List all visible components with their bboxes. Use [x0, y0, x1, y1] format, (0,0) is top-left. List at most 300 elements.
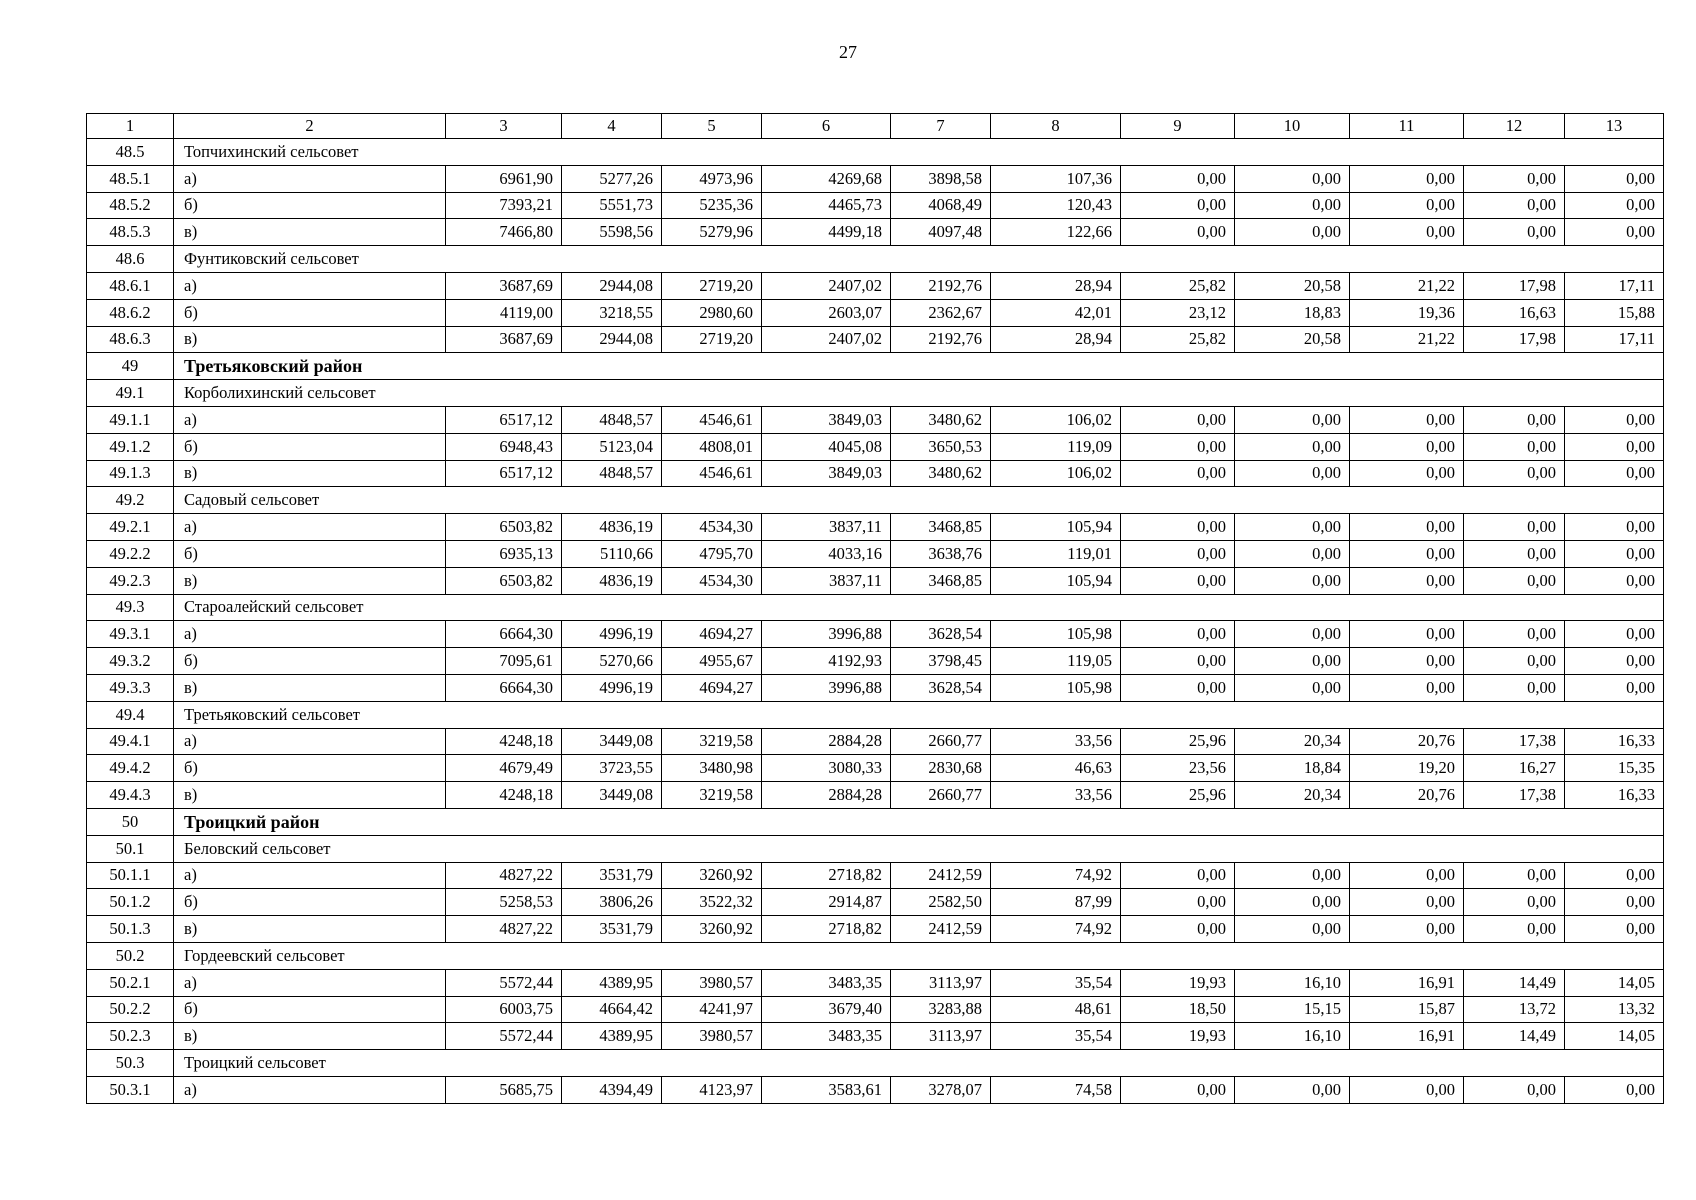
value-cell: 17,98 [1464, 326, 1565, 353]
row-number: 49 [87, 353, 174, 380]
value-cell: 0,00 [1565, 621, 1664, 648]
value-cell: 3898,58 [891, 165, 991, 192]
section-name: Садовый сельсовет [174, 487, 1664, 514]
value-cell: 4795,70 [662, 540, 762, 567]
table-row [87, 514, 1664, 541]
value-cell: 21,22 [1350, 326, 1464, 353]
value-cell: 16,10 [1235, 969, 1350, 996]
value-cell: 20,34 [1235, 782, 1350, 809]
value-cell: 0,00 [1121, 567, 1235, 594]
value-cell: 4192,93 [762, 648, 891, 675]
table-row [87, 299, 1664, 326]
value-cell: 5551,73 [562, 192, 662, 219]
row-label: а) [174, 621, 446, 648]
value-cell: 2407,02 [762, 272, 891, 299]
value-cell: 74,92 [991, 862, 1121, 889]
table-row [87, 782, 1664, 809]
table-row [87, 540, 1664, 567]
value-cell: 2362,67 [891, 299, 991, 326]
value-cell: 19,93 [1121, 1023, 1235, 1050]
value-cell: 2884,28 [762, 728, 891, 755]
table-row [87, 406, 1664, 433]
value-cell: 0,00 [1464, 1076, 1565, 1103]
value-cell: 14,49 [1464, 1023, 1565, 1050]
value-cell: 0,00 [1464, 460, 1565, 487]
value-cell: 46,63 [991, 755, 1121, 782]
value-cell: 3113,97 [891, 969, 991, 996]
value-cell: 0,00 [1235, 165, 1350, 192]
value-cell: 3687,69 [446, 272, 562, 299]
value-cell: 0,00 [1121, 514, 1235, 541]
value-cell: 0,00 [1464, 916, 1565, 943]
value-cell: 5685,75 [446, 1076, 562, 1103]
row-number: 50.1.2 [87, 889, 174, 916]
page-number: 27 [839, 42, 857, 62]
value-cell: 2412,59 [891, 916, 991, 943]
section-row [87, 1050, 1664, 1077]
row-label: б) [174, 889, 446, 916]
value-cell: 3806,26 [562, 889, 662, 916]
value-cell: 0,00 [1350, 460, 1464, 487]
value-cell: 6003,75 [446, 996, 562, 1023]
value-cell: 0,00 [1464, 540, 1565, 567]
data-table [86, 113, 1664, 1104]
value-cell: 3080,33 [762, 755, 891, 782]
value-cell: 0,00 [1464, 406, 1565, 433]
row-label: а) [174, 1076, 446, 1103]
section-row [87, 380, 1664, 407]
value-cell: 25,96 [1121, 782, 1235, 809]
value-cell: 0,00 [1565, 1076, 1664, 1103]
value-cell: 5270,66 [562, 648, 662, 675]
value-cell: 4389,95 [562, 969, 662, 996]
value-cell: 0,00 [1235, 192, 1350, 219]
value-cell: 0,00 [1350, 889, 1464, 916]
value-cell: 3980,57 [662, 969, 762, 996]
value-cell: 20,58 [1235, 326, 1350, 353]
table-row [87, 1076, 1664, 1103]
section-name: Топчихинский сельсовет [174, 139, 1664, 166]
value-cell: 0,00 [1235, 540, 1350, 567]
value-cell: 0,00 [1350, 514, 1464, 541]
row-number: 50.3.1 [87, 1076, 174, 1103]
row-label: в) [174, 782, 446, 809]
value-cell: 3980,57 [662, 1023, 762, 1050]
value-cell: 0,00 [1565, 540, 1664, 567]
value-cell: 6664,30 [446, 674, 562, 701]
value-cell: 3849,03 [762, 460, 891, 487]
value-cell: 3531,79 [562, 862, 662, 889]
value-cell: 0,00 [1565, 514, 1664, 541]
value-cell: 4694,27 [662, 674, 762, 701]
value-cell: 28,94 [991, 326, 1121, 353]
value-cell: 105,98 [991, 674, 1121, 701]
value-cell: 74,58 [991, 1076, 1121, 1103]
value-cell: 3996,88 [762, 621, 891, 648]
row-label: б) [174, 540, 446, 567]
value-cell: 17,11 [1565, 326, 1664, 353]
value-cell: 4664,42 [562, 996, 662, 1023]
row-number: 50.2 [87, 942, 174, 969]
row-label: б) [174, 996, 446, 1023]
row-label: б) [174, 192, 446, 219]
value-cell: 17,38 [1464, 782, 1565, 809]
value-cell: 3480,98 [662, 755, 762, 782]
value-cell: 0,00 [1121, 621, 1235, 648]
value-cell: 3449,08 [562, 728, 662, 755]
value-cell: 3837,11 [762, 514, 891, 541]
value-cell: 3260,92 [662, 916, 762, 943]
value-cell: 119,05 [991, 648, 1121, 675]
value-cell: 0,00 [1464, 621, 1565, 648]
value-cell: 2914,87 [762, 889, 891, 916]
row-label: а) [174, 406, 446, 433]
value-cell: 105,94 [991, 567, 1121, 594]
row-label: а) [174, 165, 446, 192]
value-cell: 2719,20 [662, 272, 762, 299]
header-cell: 1 [87, 114, 174, 139]
row-number: 49.3.1 [87, 621, 174, 648]
value-cell: 0,00 [1235, 567, 1350, 594]
value-cell: 0,00 [1565, 889, 1664, 916]
value-cell: 0,00 [1350, 621, 1464, 648]
district-name: Троицкий район [174, 808, 1664, 835]
value-cell: 3449,08 [562, 782, 662, 809]
row-number: 48.5.1 [87, 165, 174, 192]
value-cell: 0,00 [1235, 460, 1350, 487]
value-cell: 3218,55 [562, 299, 662, 326]
row-number: 49.4 [87, 701, 174, 728]
value-cell: 15,87 [1350, 996, 1464, 1023]
value-cell: 3480,62 [891, 460, 991, 487]
row-label: а) [174, 272, 446, 299]
value-cell: 15,15 [1235, 996, 1350, 1023]
value-cell: 7095,61 [446, 648, 562, 675]
value-cell: 33,56 [991, 728, 1121, 755]
value-cell: 2660,77 [891, 782, 991, 809]
value-cell: 3219,58 [662, 782, 762, 809]
value-cell: 0,00 [1565, 219, 1664, 246]
value-cell: 4546,61 [662, 460, 762, 487]
value-cell: 4097,48 [891, 219, 991, 246]
value-cell: 0,00 [1350, 433, 1464, 460]
value-cell: 6948,43 [446, 433, 562, 460]
row-label: а) [174, 514, 446, 541]
value-cell: 2830,68 [891, 755, 991, 782]
table-row [87, 916, 1664, 943]
value-cell: 3583,61 [762, 1076, 891, 1103]
section-name: Троицкий сельсовет [174, 1050, 1664, 1077]
value-cell: 18,83 [1235, 299, 1350, 326]
value-cell: 120,43 [991, 192, 1121, 219]
value-cell: 16,91 [1350, 1023, 1464, 1050]
row-label: в) [174, 219, 446, 246]
value-cell: 5258,53 [446, 889, 562, 916]
value-cell: 3480,62 [891, 406, 991, 433]
value-cell: 19,36 [1350, 299, 1464, 326]
value-cell: 6517,12 [446, 406, 562, 433]
value-cell: 4269,68 [762, 165, 891, 192]
row-number: 49.2.2 [87, 540, 174, 567]
section-row [87, 701, 1664, 728]
value-cell: 0,00 [1121, 165, 1235, 192]
value-cell: 3483,35 [762, 1023, 891, 1050]
value-cell: 2718,82 [762, 862, 891, 889]
district-row [87, 353, 1664, 380]
value-cell: 25,82 [1121, 272, 1235, 299]
value-cell: 0,00 [1464, 192, 1565, 219]
table-row [87, 1023, 1664, 1050]
value-cell: 15,35 [1565, 755, 1664, 782]
value-cell: 4694,27 [662, 621, 762, 648]
value-cell: 3679,40 [762, 996, 891, 1023]
value-cell: 0,00 [1121, 219, 1235, 246]
section-row [87, 139, 1664, 166]
header-cell: 11 [1350, 114, 1464, 139]
value-cell: 48,61 [991, 996, 1121, 1023]
row-label: в) [174, 460, 446, 487]
header-cell: 4 [562, 114, 662, 139]
value-cell: 0,00 [1121, 889, 1235, 916]
value-cell: 4827,22 [446, 862, 562, 889]
header-cell: 5 [662, 114, 762, 139]
row-number: 49.3.2 [87, 648, 174, 675]
value-cell: 35,54 [991, 1023, 1121, 1050]
value-cell: 4836,19 [562, 567, 662, 594]
value-cell: 0,00 [1235, 514, 1350, 541]
row-number: 50.1 [87, 835, 174, 862]
row-number: 48.5.2 [87, 192, 174, 219]
value-cell: 0,00 [1464, 165, 1565, 192]
row-number: 48.5 [87, 139, 174, 166]
value-cell: 107,36 [991, 165, 1121, 192]
value-cell: 4068,49 [891, 192, 991, 219]
row-number: 48.6.2 [87, 299, 174, 326]
district-name: Третьяковский район [174, 353, 1664, 380]
value-cell: 0,00 [1565, 567, 1664, 594]
value-cell: 0,00 [1235, 1076, 1350, 1103]
header-cell: 7 [891, 114, 991, 139]
value-cell: 0,00 [1464, 862, 1565, 889]
value-cell: 2980,60 [662, 299, 762, 326]
value-cell: 0,00 [1235, 219, 1350, 246]
value-cell: 0,00 [1121, 433, 1235, 460]
value-cell: 6961,90 [446, 165, 562, 192]
value-cell: 0,00 [1464, 674, 1565, 701]
row-number: 48.5.3 [87, 219, 174, 246]
row-label: в) [174, 916, 446, 943]
table-row [87, 567, 1664, 594]
row-number: 49.3.3 [87, 674, 174, 701]
value-cell: 4836,19 [562, 514, 662, 541]
value-cell: 0,00 [1235, 433, 1350, 460]
value-cell: 21,22 [1350, 272, 1464, 299]
value-cell: 0,00 [1565, 165, 1664, 192]
value-cell: 3260,92 [662, 862, 762, 889]
value-cell: 25,82 [1121, 326, 1235, 353]
value-cell: 13,32 [1565, 996, 1664, 1023]
value-cell: 4955,67 [662, 648, 762, 675]
section-name: Корболихинский сельсовет [174, 380, 1664, 407]
value-cell: 35,54 [991, 969, 1121, 996]
table-row [87, 996, 1664, 1023]
value-cell: 3628,54 [891, 674, 991, 701]
row-number: 49.2 [87, 487, 174, 514]
value-cell: 25,96 [1121, 728, 1235, 755]
value-cell: 0,00 [1235, 916, 1350, 943]
table-row [87, 326, 1664, 353]
row-number: 49.2.3 [87, 567, 174, 594]
row-label: в) [174, 674, 446, 701]
value-cell: 17,98 [1464, 272, 1565, 299]
value-cell: 3687,69 [446, 326, 562, 353]
value-cell: 0,00 [1350, 567, 1464, 594]
value-cell: 2944,08 [562, 272, 662, 299]
value-cell: 0,00 [1565, 433, 1664, 460]
value-cell: 7466,80 [446, 219, 562, 246]
value-cell: 4389,95 [562, 1023, 662, 1050]
value-cell: 23,56 [1121, 755, 1235, 782]
value-cell: 6503,82 [446, 514, 562, 541]
value-cell: 16,27 [1464, 755, 1565, 782]
value-cell: 4045,08 [762, 433, 891, 460]
value-cell: 14,49 [1464, 969, 1565, 996]
value-cell: 17,11 [1565, 272, 1664, 299]
header-cell: 13 [1565, 114, 1664, 139]
table-row [87, 755, 1664, 782]
row-number: 49.1.3 [87, 460, 174, 487]
value-cell: 16,63 [1464, 299, 1565, 326]
value-cell: 4827,22 [446, 916, 562, 943]
value-cell: 4534,30 [662, 514, 762, 541]
value-cell: 74,92 [991, 916, 1121, 943]
value-cell: 7393,21 [446, 192, 562, 219]
value-cell: 0,00 [1121, 674, 1235, 701]
value-cell: 4394,49 [562, 1076, 662, 1103]
value-cell: 0,00 [1121, 460, 1235, 487]
value-cell: 0,00 [1350, 1076, 1464, 1103]
header-cell: 6 [762, 114, 891, 139]
value-cell: 3837,11 [762, 567, 891, 594]
table-row [87, 192, 1664, 219]
value-cell: 0,00 [1121, 192, 1235, 219]
value-cell: 28,94 [991, 272, 1121, 299]
table-row [87, 272, 1664, 299]
row-number: 49.4.1 [87, 728, 174, 755]
value-cell: 106,02 [991, 460, 1121, 487]
header-cell: 2 [174, 114, 446, 139]
value-cell: 3483,35 [762, 969, 891, 996]
section-row [87, 487, 1664, 514]
value-cell: 13,72 [1464, 996, 1565, 1023]
value-cell: 2192,76 [891, 272, 991, 299]
value-cell: 4848,57 [562, 406, 662, 433]
value-cell: 0,00 [1464, 219, 1565, 246]
header-row [87, 114, 1664, 139]
value-cell: 0,00 [1565, 460, 1664, 487]
section-row [87, 942, 1664, 969]
value-cell: 19,20 [1350, 755, 1464, 782]
value-cell: 20,34 [1235, 728, 1350, 755]
value-cell: 105,98 [991, 621, 1121, 648]
row-label: а) [174, 862, 446, 889]
value-cell: 0,00 [1350, 406, 1464, 433]
value-cell: 6664,30 [446, 621, 562, 648]
district-row [87, 808, 1664, 835]
value-cell: 0,00 [1235, 674, 1350, 701]
value-cell: 4033,16 [762, 540, 891, 567]
section-name: Гордеевский сельсовет [174, 942, 1664, 969]
value-cell: 0,00 [1350, 192, 1464, 219]
value-cell: 0,00 [1565, 648, 1664, 675]
value-cell: 0,00 [1235, 648, 1350, 675]
row-number: 50.3 [87, 1050, 174, 1077]
row-number: 48.6 [87, 246, 174, 273]
row-label: б) [174, 755, 446, 782]
value-cell: 87,99 [991, 889, 1121, 916]
value-cell: 4499,18 [762, 219, 891, 246]
value-cell: 3798,45 [891, 648, 991, 675]
value-cell: 16,33 [1565, 782, 1664, 809]
row-number: 49.1.1 [87, 406, 174, 433]
value-cell: 3628,54 [891, 621, 991, 648]
value-cell: 3723,55 [562, 755, 662, 782]
value-cell: 2192,76 [891, 326, 991, 353]
value-cell: 4465,73 [762, 192, 891, 219]
value-cell: 3522,32 [662, 889, 762, 916]
header-cell: 8 [991, 114, 1121, 139]
value-cell: 42,01 [991, 299, 1121, 326]
value-cell: 3996,88 [762, 674, 891, 701]
value-cell: 0,00 [1121, 1076, 1235, 1103]
value-cell: 2603,07 [762, 299, 891, 326]
value-cell: 3278,07 [891, 1076, 991, 1103]
value-cell: 3638,76 [891, 540, 991, 567]
table-row [87, 433, 1664, 460]
table-row [87, 728, 1664, 755]
row-label: в) [174, 326, 446, 353]
row-label: б) [174, 433, 446, 460]
table-row [87, 621, 1664, 648]
value-cell: 4996,19 [562, 674, 662, 701]
value-cell: 0,00 [1565, 192, 1664, 219]
value-cell: 0,00 [1350, 916, 1464, 943]
header-cell: 12 [1464, 114, 1565, 139]
value-cell: 0,00 [1350, 540, 1464, 567]
value-cell: 0,00 [1121, 540, 1235, 567]
table-row [87, 674, 1664, 701]
value-cell: 14,05 [1565, 1023, 1664, 1050]
table-body [87, 139, 1664, 1104]
row-number: 49.1 [87, 380, 174, 407]
value-cell: 122,66 [991, 219, 1121, 246]
value-cell: 3113,97 [891, 1023, 991, 1050]
table-row [87, 862, 1664, 889]
value-cell: 4679,49 [446, 755, 562, 782]
value-cell: 6503,82 [446, 567, 562, 594]
value-cell: 4248,18 [446, 782, 562, 809]
value-cell: 18,50 [1121, 996, 1235, 1023]
header-cell: 3 [446, 114, 562, 139]
value-cell: 5277,26 [562, 165, 662, 192]
value-cell: 4534,30 [662, 567, 762, 594]
value-cell: 4996,19 [562, 621, 662, 648]
value-cell: 2407,02 [762, 326, 891, 353]
value-cell: 5598,56 [562, 219, 662, 246]
value-cell: 0,00 [1464, 567, 1565, 594]
value-cell: 16,10 [1235, 1023, 1350, 1050]
value-cell: 2944,08 [562, 326, 662, 353]
